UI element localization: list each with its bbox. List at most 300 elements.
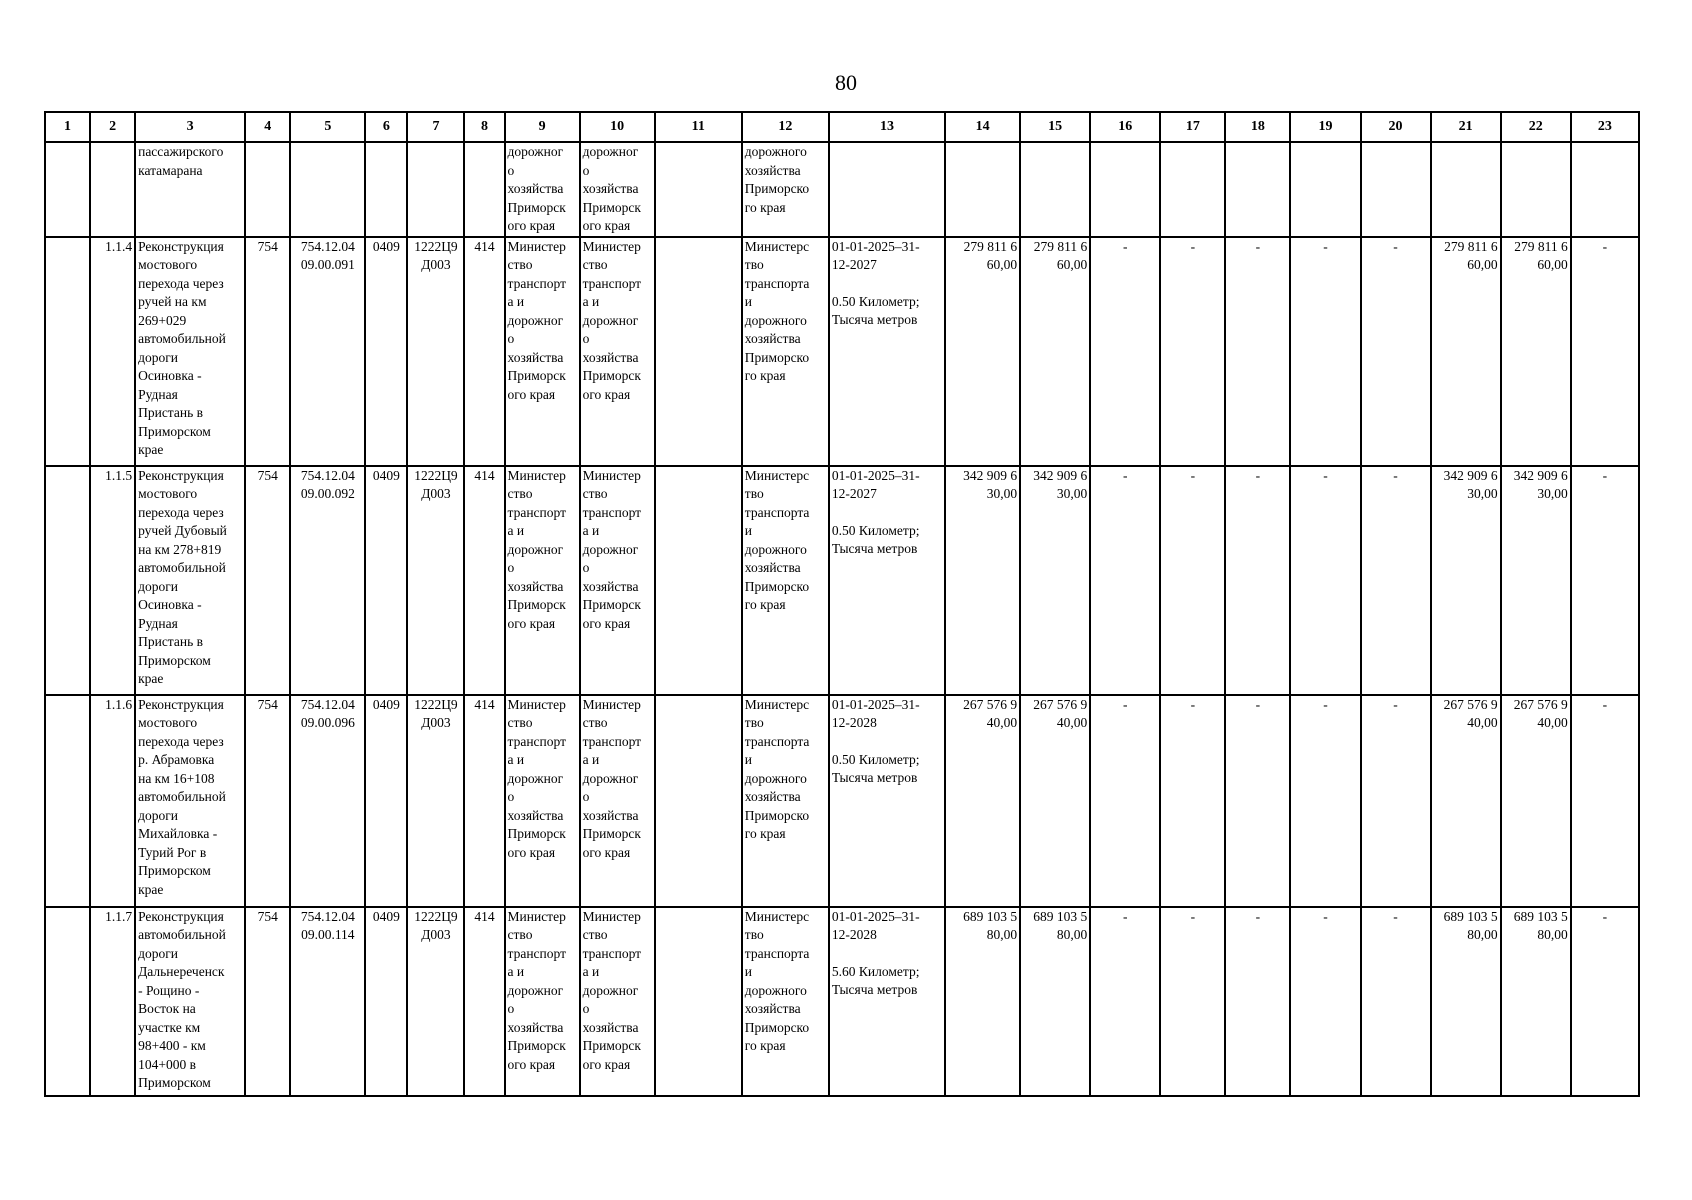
cell-line: Д003 [421,486,451,501]
cell-line: о [582,162,590,178]
cell-value: 414 [474,908,495,924]
table-cell-col22 [1501,142,1571,237]
table-cell-col6 [365,466,407,695]
col-header: 20 [1361,112,1431,142]
cell-line: ручей Дубовый [138,523,227,538]
cell-line: ство [507,715,533,730]
table-cell-col12 [742,907,829,1096]
cell-line: 1222Ц9 [414,696,458,712]
cell-value: - [1190,908,1196,924]
table-cell-col23 [1571,237,1639,466]
cell-line: Осиновка - [138,597,202,612]
table-cell-col21 [1431,142,1501,237]
cell-line: а и [507,523,525,538]
cell-line: 80,00 [1467,927,1498,942]
cell-value: 414 [474,696,495,712]
cell-line: мостового [138,257,198,272]
cell-value: - [1323,467,1328,483]
table-cell-col20 [1361,466,1431,695]
table-cell-col15 [1020,695,1090,907]
table-cell-col17 [1160,142,1225,237]
cell-line: 689 103 5 [1033,908,1088,924]
table-cell-col4 [245,466,290,695]
cell-line: Приморск [507,826,566,841]
table-cell-col8 [464,237,504,466]
cell-line: пассажирского [138,144,224,159]
cell-line: Министер [507,467,566,483]
cell-line: го края [744,1038,786,1053]
cell-line: 267 576 9 [1033,696,1088,712]
cell-line: ручей на км [138,294,207,309]
cell-line: участке км [138,1019,201,1035]
table-row [45,695,1639,907]
table-cell-col3 [135,142,245,237]
cell-line: транспорт [507,504,566,520]
table-cell-col21 [1431,237,1501,466]
cell-line: Приморск [507,1038,566,1053]
table-cell-col17 [1160,466,1225,695]
col-header: 7 [407,112,464,142]
cell-line: 09.00.096 [300,715,355,730]
cell-line: 30,00 [1056,486,1088,501]
table-cell-col5 [290,907,365,1096]
cell-line: 689 103 5 [1513,908,1568,924]
table-cell-col2 [90,907,135,1096]
table-cell-col12 [742,237,829,466]
table-cell-col14 [945,142,1020,237]
cell-line: Приморск [582,826,641,841]
cell-line: Реконструкция [138,696,224,712]
cell-line: 267 576 9 [1513,696,1568,712]
cell-line: дороги [138,945,178,961]
cell-line: 01-01-2025–31- [831,467,920,483]
table-cell-col17 [1160,695,1225,907]
cell-line: дорожного [744,770,807,786]
col-header: 15 [1020,112,1090,142]
cell-line: 40,00 [1056,715,1088,730]
col-header: 8 [464,112,504,142]
table-cell-col18 [1225,142,1290,237]
col-header: 13 [829,112,945,142]
cell-line: ого края [507,615,556,631]
table-cell-col9 [505,907,580,1096]
table-cell-col4 [245,142,290,237]
table-cell-col4 [245,237,290,466]
cell-line: 40,00 [1537,715,1568,730]
cell-line: 60,00 [986,257,1018,272]
cell-line: Восток на [138,1001,196,1016]
table-cell-col14 [945,237,1020,466]
cell-line: - Рощино - [138,982,200,998]
cell-line: на км 16+108 [138,770,215,786]
cell-line: 80,00 [1056,927,1088,942]
table-cell-col7 [407,907,464,1096]
cell-line: 342 909 6 [1033,467,1088,483]
cell-line: дорожног [507,144,564,159]
table-cell-col19 [1290,695,1360,907]
cell-line: 1222Ц9 [414,467,458,483]
cell-line: Приморском [138,423,211,439]
cell-line: Приморско [744,807,810,823]
cell-line: 12-2028 [831,715,877,730]
cell-line: дорожног [582,144,639,159]
cell-value: - [1323,696,1328,712]
table-cell-col3 [135,695,245,907]
cell-line: 12-2027 [831,257,877,272]
table-cell-col15 [1020,907,1090,1096]
table-cell-col8 [464,907,504,1096]
cell-value: 0409 [372,696,400,712]
table-cell-col2 [90,237,135,466]
cell-line: ство [507,257,533,272]
cell-line: а и [582,523,600,538]
cell-value: - [1323,238,1328,254]
cell-line: ого края [507,844,556,860]
cell-line: Министерс [744,696,810,712]
col-header: 5 [290,112,365,142]
cell-line: 80,00 [1537,927,1568,942]
cell-line: мостового [138,486,198,501]
cell-line: 754.12.04 [300,238,355,254]
cell-line: дорожног [582,770,639,786]
cell-line: Приморск [582,199,641,215]
cell-line: 1222Ц9 [414,238,458,254]
cell-line: 01-01-2025–31- [831,908,920,924]
cell-line: Министер [507,696,566,712]
cell-line: о [507,789,515,804]
cell-line: 754.12.04 [300,467,355,483]
col-header: 19 [1290,112,1360,142]
line-gap [832,945,942,963]
table-cell-col3 [135,907,245,1096]
table-cell-col13 [829,237,945,466]
cell-line: дороги [138,349,178,365]
cell-line: ого края [582,844,631,860]
table-cell-col16 [1090,237,1160,466]
cell-line: Дальнереченск [138,964,225,979]
cell-line: а и [507,964,525,979]
table-cell-col18 [1225,695,1290,907]
cell-line: Тысяча метров [831,541,918,556]
table-cell-col7 [407,695,464,907]
cell-line: на км 278+819 [138,541,222,557]
cell-line: хозяйства [507,181,564,196]
cell-line: транспорта [744,945,810,961]
cell-value: - [1190,238,1196,254]
cell-value: 0409 [372,238,400,254]
cell-line: ого края [507,1056,556,1072]
cell-value: - [1602,696,1608,712]
cell-line: Министер [582,696,641,712]
table-cell-col1 [45,695,90,907]
table-cell-col7 [407,466,464,695]
cell-value: - [1122,908,1128,924]
cell-line: Приморск [507,199,566,215]
cell-line: дороги [138,807,178,823]
cell-line: 754.12.04 [300,696,355,712]
table-cell-col8 [464,142,504,237]
table-cell-col10 [580,237,655,466]
cell-value: - [1602,467,1608,483]
cell-line: хозяйства [507,1019,564,1035]
col-header: 18 [1225,112,1290,142]
cell-line: Реконструкция [138,467,224,483]
cell-line: Рудная [138,386,178,402]
table-cell-col18 [1225,907,1290,1096]
table-cell-col15 [1020,142,1090,237]
col-header: 1 [45,112,90,142]
cell-line: Тысяча метров [831,312,918,327]
table-cell-col9 [505,142,580,237]
cell-line: дорожного [744,541,807,557]
cell-line: Пристань в [138,405,203,420]
cell-line: о [507,1001,515,1016]
cell-line: дорожног [582,982,639,998]
table-cell-col23 [1571,907,1639,1096]
cell-line: автомобильной [138,789,226,804]
table-cell-col12 [742,142,829,237]
cell-line: хозяйства [582,578,639,594]
cell-line: автомобильной [138,927,226,942]
cell-line: Тысяча метров [831,982,918,997]
table-cell-col2 [90,466,135,695]
cell-line: 342 909 6 [1513,467,1568,483]
cell-line: 09.00.114 [301,927,355,942]
cell-line: Турий Рог в [138,844,207,860]
cell-value: - [1255,696,1261,712]
cell-line: 0.50 Километр; [831,751,920,767]
cell-value: 0409 [372,467,400,483]
table-cell-col8 [464,466,504,695]
table-cell-col5 [290,466,365,695]
cell-line: а и [507,294,525,309]
cell-line: Д003 [421,715,451,730]
cell-line: о [507,331,515,346]
cell-line: ство [507,486,533,501]
cell-line: Приморско [744,578,810,594]
cell-value: - [1602,908,1608,924]
table-row [45,466,1639,695]
cell-line: тво [744,486,764,501]
table-body [45,142,1639,1096]
table-cell-col23 [1571,142,1639,237]
cell-line: дорожног [507,982,564,998]
cell-line: Приморск [582,368,641,383]
cell-line: ство [582,715,608,730]
table-cell-col22 [1501,237,1571,466]
cell-line: дорожног [507,770,564,786]
cell-line: Приморско [744,181,810,196]
cell-line: крае [138,442,164,457]
table-cell-col20 [1361,695,1431,907]
cell-line: дорожного [744,982,807,998]
table-cell-col3 [135,466,245,695]
cell-line: 689 103 5 [963,908,1018,924]
table-cell-col18 [1225,466,1290,695]
cell-line: дорожног [507,312,564,328]
cell-value: - [1122,467,1128,483]
cell-line: и [744,294,753,309]
cell-value: 1.1.5 [105,467,133,483]
cell-value: - [1255,908,1261,924]
cell-value: 754 [257,696,278,712]
cell-value: - [1190,467,1196,483]
cell-value: 414 [474,238,495,254]
cell-line: 689 103 5 [1443,908,1498,924]
cell-line: Министер [507,238,566,254]
cell-line: транспорт [582,504,642,520]
cell-line: а и [582,752,600,767]
cell-line: дороги [138,578,178,594]
table-row [45,142,1639,237]
table-cell-col13 [829,695,945,907]
table-cell-col19 [1290,142,1360,237]
cell-line: го края [744,826,786,841]
cell-value: - [1122,238,1128,254]
cell-line: ого края [582,1056,631,1072]
cell-value: 0409 [372,908,400,924]
cell-line: хозяйства [582,181,639,196]
cell-line: 60,00 [1467,257,1498,272]
col-header: 14 [945,112,1020,142]
col-header: 3 [135,112,245,142]
cell-line: го края [744,597,786,612]
cell-line: Рудная [138,615,178,631]
line-gap [832,275,942,293]
page-number: 80 [835,70,857,95]
cell-line: 01-01-2025–31- [831,696,920,712]
table-cell-col20 [1361,237,1431,466]
table-cell-col11 [655,695,742,907]
cell-line: дорожного [744,312,807,328]
table-row [45,907,1639,1096]
cell-line: автомобильной [138,331,226,346]
table-cell-col11 [655,237,742,466]
table-cell-col4 [245,907,290,1096]
cell-line: ого края [582,615,631,631]
cell-line: о [582,789,590,804]
table-cell-col13 [829,142,945,237]
cell-line: транспорт [582,275,642,291]
cell-line: Приморск [507,597,566,612]
cell-line: хозяйства [582,807,639,823]
table-row [45,237,1639,466]
cell-line: 267 576 9 [963,696,1018,712]
cell-line: хозяйства [582,349,639,365]
cell-line: 30,00 [1537,486,1568,501]
cell-line: 30,00 [1467,486,1498,501]
cell-line: Д003 [421,927,451,942]
cell-line: р. Абрамовка [138,752,215,767]
table-cell-col3 [135,237,245,466]
cell-line: 754.12.04 [300,908,355,924]
cell-line: Министерс [744,238,810,254]
cell-line: Министерс [744,908,810,924]
cell-line: крае [138,671,164,686]
table-cell-col23 [1571,695,1639,907]
table-cell-col14 [945,907,1020,1096]
cell-line: перехода через [138,733,224,749]
table-cell-col1 [45,237,90,466]
cell-line: Тысяча метров [831,770,918,785]
cell-line: и [744,523,753,538]
table-cell-col6 [365,695,407,907]
cell-line: 269+029 [138,312,187,328]
cell-line: ство [582,486,608,501]
cell-value: 754 [257,467,278,483]
cell-line: Приморском [138,1075,211,1090]
cell-line: 279 811 6 [1444,238,1498,254]
cell-line: транспорт [582,733,642,749]
table-cell-col10 [580,466,655,695]
cell-line: ого края [582,386,631,402]
table-cell-col17 [1160,237,1225,466]
cell-line: 342 909 6 [1443,467,1498,483]
table-cell-col20 [1361,142,1431,237]
table-cell-col21 [1431,907,1501,1096]
cell-line: Приморско [744,1019,810,1035]
cell-line: 5.60 Километр; [831,963,920,979]
cell-value: - [1393,238,1398,254]
cell-line: дорожног [582,541,639,557]
table-cell-col16 [1090,907,1160,1096]
line-gap [832,733,942,751]
table-cell-col10 [580,142,655,237]
table-cell-col18 [1225,237,1290,466]
table-cell-col1 [45,907,90,1096]
cell-line: транспорт [507,275,566,291]
cell-line: ство [507,927,533,942]
table-cell-col15 [1020,237,1090,466]
cell-line: и [744,752,753,767]
cell-value: - [1255,467,1261,483]
cell-line: Осиновка - [138,368,202,383]
cell-line: о [582,560,590,575]
table-cell-col21 [1431,695,1501,907]
table-cell-col17 [1160,907,1225,1096]
cell-line: дорожног [507,541,564,557]
cell-line: транспорт [507,945,566,961]
cell-line: о [507,560,515,575]
table-cell-col6 [365,907,407,1096]
cell-line: хозяйства [507,807,564,823]
col-header: 23 [1571,112,1639,142]
col-header: 12 [742,112,829,142]
table-cell-col12 [742,466,829,695]
table-cell-col1 [45,466,90,695]
table-cell-col11 [655,466,742,695]
cell-line: хозяйства [744,789,801,804]
cell-line: перехода через [138,504,224,520]
cell-line: го края [744,199,786,215]
table-cell-col11 [655,907,742,1096]
cell-line: Приморск [582,597,641,612]
cell-line: 104+000 в [138,1056,196,1072]
table-cell-col14 [945,466,1020,695]
table-cell-col16 [1090,142,1160,237]
cell-line: го края [744,368,786,383]
cell-line: 30,00 [986,486,1018,501]
table-cell-col16 [1090,695,1160,907]
cell-value: - [1393,467,1398,483]
cell-line: 09.00.092 [300,486,355,501]
cell-value: 754 [257,238,278,254]
cell-value: - [1122,696,1128,712]
cell-line: хозяйства [744,331,801,346]
cell-line: транспорта [744,504,810,520]
col-header: 6 [365,112,407,142]
cell-line: автомобильной [138,560,226,575]
